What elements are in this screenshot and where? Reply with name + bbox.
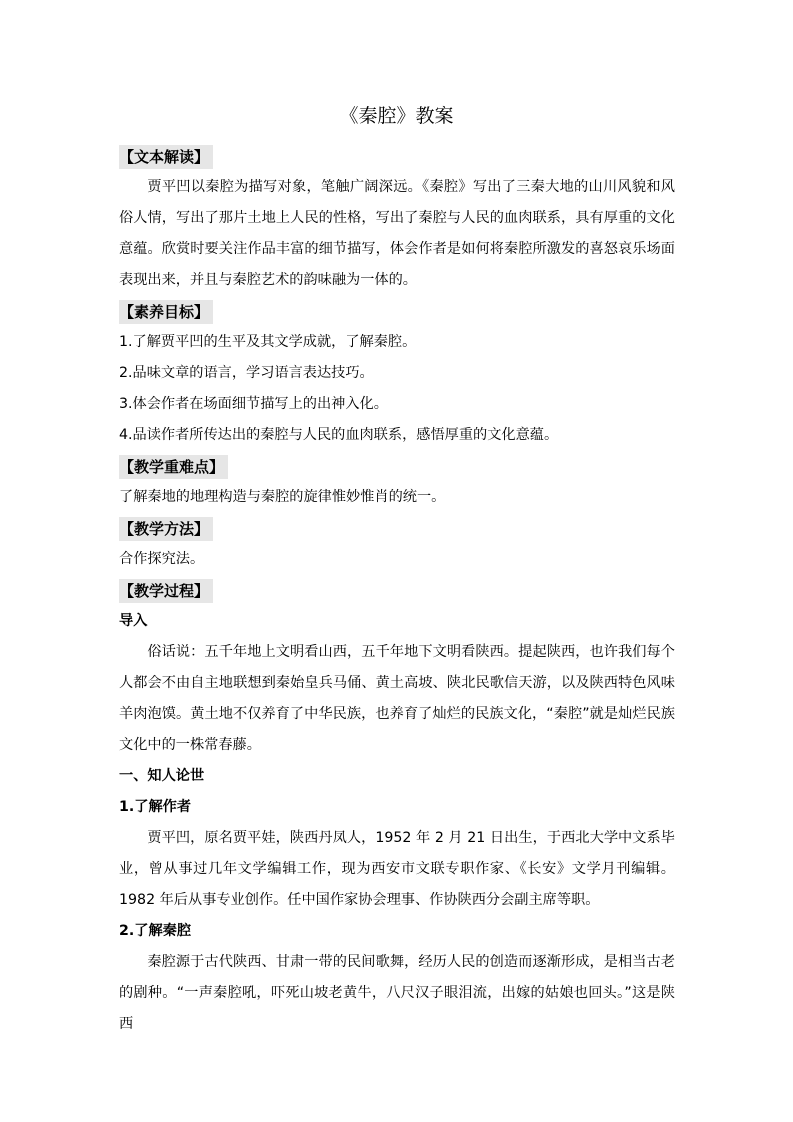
part1-label: 一、知人论世 <box>119 768 205 784</box>
intro-paragraph: 俗话说：五千年地上文明看山西，五千年地下文明看陕西。提起陕西，也许我们每个人都会不由自主地联想到秦始皇兵马俑、黄土高坡、陕北民歌信天游，以及陕西特色风味羊肉泡馍。黄土地不仅养育了中华民族，也养育了灿烂的民族文化，“秦腔”就是灿烂民族文化中的一株常春藤。 <box>119 644 675 753</box>
goal-item-4: 4.品读作者所传达出的秦腔与人民的血肉联系，感悟厚重的文化意蕴。 <box>119 427 559 443</box>
heading-key-points: 【教学重难点】 <box>119 455 228 479</box>
goal-item-1: 1.了解贾平凹的生平及其文学成就，了解秦腔。 <box>119 334 417 350</box>
author-paragraph: 贾平凹，原名贾平娃，陕西丹凤人，1952 年 2 月 21 日出生，于西北大学中文系毕业，曾从事过几年文学编辑工作，现为西安市文联专职作家、《长安》文学月刊编辑。1982 年后从事专业创作。任中国作家协会理事、作协陕西分会副主席等职。 <box>119 830 675 908</box>
methods-text: 合作探究法。 <box>119 551 205 567</box>
heading-methods: 【教学方法】 <box>119 517 213 541</box>
intro-label: 导入 <box>119 613 148 629</box>
key-points-text: 了解秦地的地理构造与秦腔的旋律惟妙惟肖的统一。 <box>119 489 446 505</box>
goal-item-2: 2.品味文章的语言，学习语言表达技巧。 <box>119 365 374 381</box>
heading-goals: 【素养目标】 <box>119 300 213 324</box>
qinqiang-label: 2.了解秦腔 <box>119 923 192 939</box>
heading-process: 【教学过程】 <box>119 579 213 603</box>
heading-text-reading: 【文本解读】 <box>119 145 213 169</box>
document-title: 《秦腔》教案 <box>339 105 454 127</box>
document-body <box>119 141 675 1040</box>
qinqiang-paragraph: 秦腔源于古代陕西、甘肃一带的民间歌舞，经历人民的创造而逐渐形成，是相当古老的剧种。“一声秦腔吼，吓死山坡老黄牛，八尺汉子眼泪流，出嫁的姑娘也回头。”这是陕西 <box>119 954 675 1032</box>
author-label: 1.了解作者 <box>119 799 192 815</box>
reading-paragraph: 贾平凹以秦腔为描写对象，笔触广阔深远。《秦腔》写出了三秦大地的山川风貌和风俗人情，写出了那片土地上人民的性格，写出了秦腔与人民的血肉联系，具有厚重的文化意蕴。欣赏时要关注作品丰富的细节描写，体会作者是如何将秦腔所激发的喜怒哀乐场面表现出来，并且与秦腔艺术的韵味融为一体的。 <box>119 179 675 288</box>
goal-item-3: 3.体会作者在场面细节描写上的出神入化。 <box>119 396 388 412</box>
